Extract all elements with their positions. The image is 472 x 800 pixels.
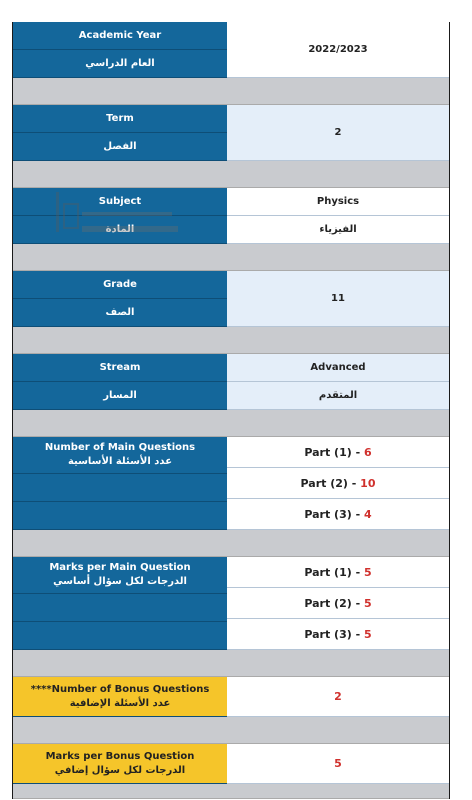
part-label: Part (2) - [304, 596, 361, 610]
grade-row [13, 271, 449, 327]
spacer-row [13, 78, 449, 105]
term-label-ar: الفصل [13, 133, 227, 161]
term-row [13, 105, 449, 161]
marks-bonus-value: 5 [227, 744, 449, 784]
academic-year-label-ar: العام الدراسي [13, 50, 227, 78]
part-value: 5 [364, 627, 372, 641]
main-questions-label-ar: عدد الأسئلة الأساسية [67, 456, 173, 467]
bonus-questions-label-en: ****Number of Bonus Questions [30, 683, 210, 695]
bonus-questions-value: 2 [227, 677, 449, 717]
marks-main-row [13, 557, 449, 650]
marks-main-label-ar: الدرجات لكل سؤال أساسي [53, 576, 187, 587]
stream-value-ar: المتقدم [227, 382, 449, 410]
academic-year-label-en: Academic Year [13, 22, 227, 50]
part-value: 6 [364, 445, 372, 459]
part-label: Part (2) - [300, 476, 357, 490]
spacer-row [13, 530, 449, 557]
stream-label-ar: المسار [13, 382, 227, 410]
spacer-row [13, 717, 449, 744]
exam-spec-table [12, 22, 450, 799]
main-questions-part-2 [227, 468, 449, 499]
marks-main-part-1 [227, 557, 449, 588]
main-questions-row [13, 437, 449, 530]
stream-value-en: Advanced [227, 354, 449, 382]
main-questions-part-1 [227, 437, 449, 468]
spacer-row [13, 410, 449, 437]
part-value: 5 [364, 565, 372, 579]
subject-value-en: Physics [227, 188, 449, 216]
academic-year-row [13, 22, 449, 78]
marks-main-part-3 [227, 619, 449, 650]
grade-value: 11 [227, 271, 449, 327]
marks-bonus-label-en: Marks per Bonus Question [45, 750, 195, 762]
marks-bonus-label-ar: الدرجات لكل سؤال إضافي [54, 764, 186, 776]
blank-label-cell [13, 502, 227, 530]
spacer-row [13, 650, 449, 677]
bonus-questions-label [13, 677, 227, 717]
blank-label-cell [13, 594, 227, 622]
part-value: 4 [364, 507, 372, 521]
academic-year-value: 2022/2023 [227, 22, 449, 78]
subject-label-en: Subject [13, 188, 227, 216]
stream-row [13, 354, 449, 410]
part-value: 10 [360, 476, 376, 490]
marks-bonus-row [13, 744, 449, 784]
part-label: Part (3) - [304, 507, 361, 521]
marks-main-label-en: Marks per Main Question [49, 562, 191, 573]
part-label: Part (3) - [304, 627, 361, 641]
bonus-questions-label-ar: عدد الأسئلة الإضافية [69, 697, 171, 709]
subject-value-ar: الفيزياء [227, 216, 449, 244]
spacer-row [13, 327, 449, 354]
spacer-row [13, 244, 449, 271]
blank-label-cell [13, 474, 227, 502]
blank-label-cell [13, 622, 227, 650]
marks-main-label [13, 557, 227, 594]
spacer-row [13, 161, 449, 188]
subject-row [13, 188, 449, 244]
term-label-en: Term [13, 105, 227, 133]
spacer-row [13, 784, 449, 799]
part-value: 5 [364, 596, 372, 610]
stream-label-en: Stream [13, 354, 227, 382]
part-label: Part (1) - [304, 445, 361, 459]
grade-label-ar: الصف [13, 299, 227, 327]
main-questions-label-en: Number of Main Questions [44, 442, 196, 453]
grade-label-en: Grade [13, 271, 227, 299]
marks-bonus-label [13, 744, 227, 784]
part-label: Part (1) - [304, 565, 361, 579]
main-questions-part-3 [227, 499, 449, 530]
main-questions-label [13, 437, 227, 474]
term-value: 2 [227, 105, 449, 161]
subject-label-ar: المادة [13, 216, 227, 244]
bonus-questions-row [13, 677, 449, 717]
marks-main-part-2 [227, 588, 449, 619]
